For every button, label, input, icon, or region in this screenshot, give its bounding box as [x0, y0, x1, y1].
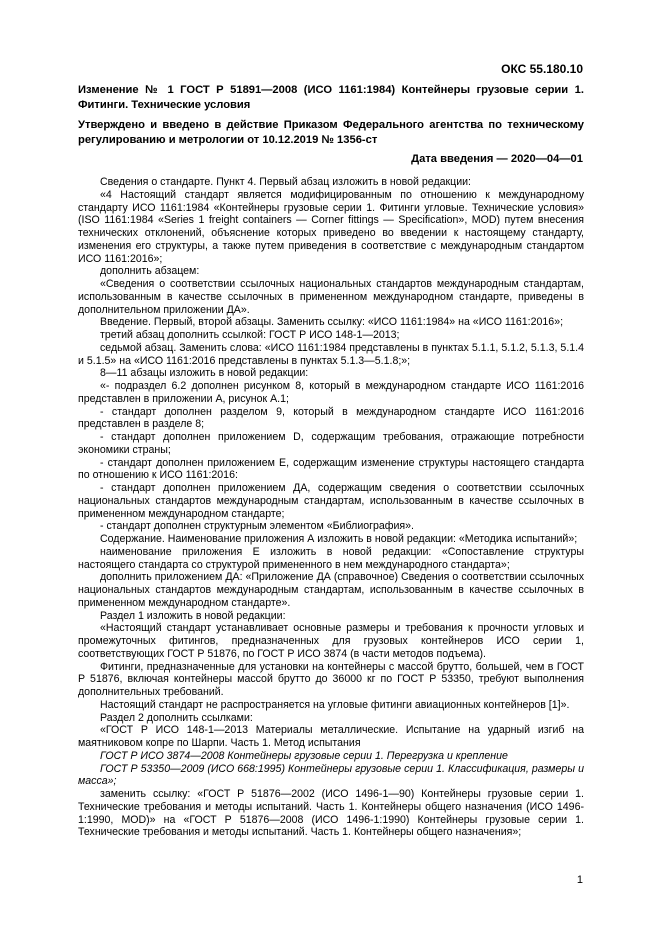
- paragraph: Фитинги, предназначенные для установки на контейнеры с массой брутто, большей, чем в ГОСТ Р 51876, включая контейнеры массой брутто до 36000 кг по ГОСТ Р 53350, требуют выполнения дополнительных требований.: [78, 660, 584, 698]
- paragraph: «Сведения о соответствии ссылочных национальных стандартов международным стандартам, использованным в качестве ссылочных в примененном международном стандарте, приведены в дополнительном приложении ДА».: [78, 278, 584, 316]
- paragraph-italic: ГОСТ Р ИСО 3874—2008 Контейнеры грузовые серии 1. Перегрузка и крепление: [100, 749, 508, 762]
- paragraph: Настоящий стандарт не распространяется на угловые фитинги авиационных контейнеров [1]».: [100, 698, 570, 711]
- paragraph: «ГОСТ Р ИСО 148-1—2013 Материалы металлические. Испытание на ударный изгиб на маятниковом копре по Шарпи. Часть 1. Метод испытания: [78, 724, 584, 749]
- approval-statement: Утверждено и введено в действие Приказом Федерального агентства по техническому регулированию и метрологии от 10.12.2019 № 1356-ст: [78, 119, 584, 146]
- paragraph: 8—11 абзацы изложить в новой редакции:: [100, 367, 309, 380]
- amendment-title: Изменение № 1 ГОСТ Р 51891—2008 (ИСО 1161:1984) Контейнеры грузовые серии 1. Фитинги. Технические условия: [78, 84, 584, 111]
- paragraph: Раздел 1 изложить в новой редакции:: [100, 609, 286, 622]
- paragraph: - стандарт дополнен структурным элементом «Библиография».: [100, 520, 414, 533]
- paragraph: - стандарт дополнен приложением E, содержащим изменение структуры настоящего стандарта по отношению к ИСО 1161:2016:: [78, 456, 584, 482]
- paragraph: седьмой абзац. Заменить слова: «ИСО 1161:1984 представлены в пунктах 5.1.1, 5.1.2, 5.1.3, 5.1.4 и 5.1.5» на «ИСО 1161:2016 представлены в пунктах 5.1.3—5.1.8;»;: [78, 341, 584, 367]
- paragraph: наименование приложения E изложить в новой редакции: «Сопоставление структуры настоящего стандарта со структурой примененного в нем международного стандарта»;: [78, 545, 584, 571]
- paragraph: Раздел 2 дополнить ссылками:: [100, 711, 253, 724]
- effective-date: Дата введения — 2020—04—01: [411, 153, 583, 165]
- paragraph: дополнить абзацем:: [100, 265, 200, 278]
- paragraph: Содержание. Наименование приложения А изложить в новой редакции: «Методика испытаний»;: [100, 533, 578, 545]
- paragraph: дополнить приложением ДА: «Приложение ДА (справочное) Сведения о соответствии ссылочных национальных стандартов международным стандартам, использованным в качестве ссылочных в примененном международном стандарте».: [78, 571, 584, 609]
- paragraph: Сведения о стандарте. Пункт 4. Первый абзац изложить в новой редакции:: [100, 176, 471, 188]
- paragraph: «4 Настоящий стандарт является модифицированным по отношению к международному стандарту ИСО 1161:1984 «Контейнеры грузовые серии 1. Фитинги угловые. Технические условия» (ISO 1161:1984 «Series 1 freight containers — Corner fittings — Specification», MOD) путем внесения технических отклонений, объяснение которых приведено во введении к настоящему стандарту, изменения его структуры, а также путем приведения в соответствие с международным стандартом ИСО 1161:2016»;: [78, 188, 584, 265]
- paragraph: - стандарт дополнен разделом 9, который в международном стандарте ИСО 1161:2016 представлен в разделе 8;: [78, 405, 584, 431]
- paragraph: - стандарт дополнен приложением ДА, содержащим сведения о соответствии ссылочных национальных стандартов международным стандартам, использованным в качестве ссылочных в примененном международном стандарте;: [78, 482, 584, 520]
- paragraph: «Настоящий стандарт устанавливает основные размеры и требования к прочности угловых и промежуточных фитингов, предназначенных для грузовых контейнеров ИСО серии 1, соответствующих ГОСТ Р 51876, по ГОСТ Р ИСО 3874 (в части методов подъема).: [78, 622, 584, 660]
- paragraph: Введение. Первый, второй абзацы. Заменить ссылку: «ИСО 1161:1984» на «ИСО 1161:2016»;: [100, 316, 564, 329]
- paragraph-italic: ГОСТ Р 53350—2009 (ИСО 668:1995) Контейнеры грузовые серии 1. Классификация, размеры и масса»;: [78, 762, 584, 788]
- paragraph: третий абзац дополнить ссылкой: ГОСТ Р ИСО 148-1—2013;: [100, 329, 400, 341]
- paragraph: - стандарт дополнен приложением D, содержащим требования, отражающие потребности экономики страны;: [78, 431, 584, 456]
- oks-code: ОКС 55.180.10: [501, 62, 583, 76]
- paragraph: заменить ссылку: «ГОСТ Р 51876—2002 (ИСО 1496-1—90) Контейнеры грузовые серии 1. Технические требования и методы испытаний. Часть 1. Контейнеры общего назначения (ИСО 1496-1:1990, MOD)» на «ГОСТ Р 51876—2008 (ИСО 1496-1:1990) Контейнеры грузовые серии 1. Технические требования и методы испытаний. Часть 1. Контейнеры общего назначения»;: [78, 788, 584, 839]
- page-number: 1: [576, 874, 583, 886]
- paragraph: «- подраздел 6.2 дополнен рисунком 8, который в международном стандарте ИСО 1161:2016 представлен в приложении А, рисунок А.1;: [78, 380, 584, 405]
- document-body: [78, 176, 584, 839]
